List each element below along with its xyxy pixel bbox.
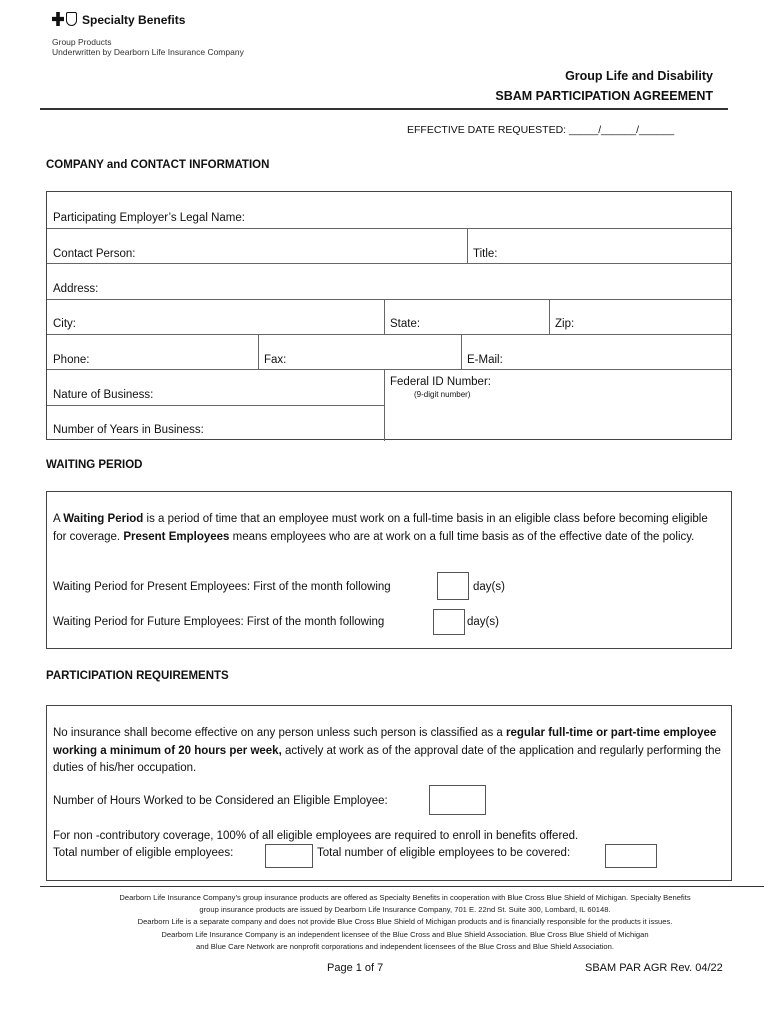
address-field[interactable]: Address: bbox=[53, 283, 99, 295]
total-eligible-input[interactable] bbox=[265, 844, 313, 868]
present-days-input[interactable] bbox=[437, 572, 469, 600]
footer-divider bbox=[40, 886, 764, 887]
disclaimer-line: Dearborn Life is a separate company and does not provide Blue Cross Blue Shield of Michigan products and is financially responsible for the products it issues. bbox=[137, 917, 673, 927]
hours-worked-input[interactable] bbox=[429, 785, 486, 815]
participation-rule: No insurance shall become effective on any person unless such person is classified as a regular full-time or part-time employee working a minimum of 20 hours per week, actively at work as of the approval date of the application and regularly performing the duties of his/her occupation. bbox=[53, 727, 721, 774]
total-covered-label: Total number of eligible employees to be covered: bbox=[317, 847, 571, 859]
cross-shield-icon bbox=[52, 12, 78, 28]
disclaimer-line: Dearborn Life Insurance Company’s group insurance products are offered as Specialty Benefits in cooperation with Blue Cross Blue Shield of Michigan. Specialty Benefits bbox=[119, 893, 691, 902]
underwriter-text: Underwritten by Dearborn Life Insurance Company bbox=[52, 47, 244, 57]
future-days-unit: day(s) bbox=[467, 616, 499, 628]
page-number: Page 1 of 7 bbox=[327, 962, 384, 974]
brand-name: Specialty Benefits bbox=[82, 13, 186, 27]
form-revision: SBAM PAR AGR Rev. 04/22 bbox=[585, 962, 723, 974]
participation-heading: PARTICIPATION REQUIREMENTS bbox=[46, 670, 229, 682]
underwriter-info bbox=[52, 37, 244, 57]
city-field[interactable]: City: bbox=[53, 318, 76, 330]
title-line-2: SBAM PARTICIPATION AGREEMENT bbox=[495, 89, 713, 103]
noncontributory-note: For non -contributory coverage, 100% of all eligible employees are required to enroll in benefits offered. bbox=[53, 830, 579, 842]
phone-field[interactable]: Phone: bbox=[53, 354, 90, 366]
disclaimer-line: Dearborn Life Insurance Company is an independent licensee of the Blue Cross and Blue Shield Association. Blue Cross Blue Shield of Michigan bbox=[161, 929, 649, 939]
brand-logo bbox=[52, 12, 185, 28]
waiting-period-box bbox=[46, 491, 732, 649]
disclaimer-line: group insurance products are issued by Dearborn Life Insurance Company, 701 E. 22nd St. Suite 300, Lombard, IL 60148. bbox=[199, 905, 611, 915]
title-line-1: Group Life and Disability bbox=[565, 69, 713, 83]
future-employees-label: Waiting Period for Future Employees: First of the month following bbox=[53, 616, 385, 628]
title-field[interactable]: Title: bbox=[473, 248, 498, 260]
waiting-period-heading: WAITING PERIOD bbox=[46, 459, 143, 471]
document-title bbox=[495, 66, 713, 106]
future-days-input[interactable] bbox=[433, 609, 465, 635]
present-employees-label: Waiting Period for Present Employees: First of the month following bbox=[53, 581, 391, 593]
fax-field[interactable]: Fax: bbox=[264, 354, 287, 366]
contact-person-field[interactable]: Contact Person: bbox=[53, 248, 136, 260]
state-field[interactable]: State: bbox=[390, 318, 421, 330]
title-divider bbox=[40, 108, 728, 110]
years-in-business-field[interactable]: Number of Years in Business: bbox=[53, 424, 204, 436]
footer-disclaimer bbox=[40, 892, 770, 953]
present-days-unit: day(s) bbox=[473, 581, 505, 593]
zip-field[interactable]: Zip: bbox=[555, 318, 575, 330]
company-section-heading: COMPANY and CONTACT INFORMATION bbox=[46, 159, 270, 171]
legal-name-field[interactable]: Participating Employer’s Legal Name: bbox=[53, 212, 245, 224]
effective-date-field[interactable]: EFFECTIVE DATE REQUESTED: _____/______/______ bbox=[407, 124, 675, 136]
total-eligible-label: Total number of eligible employees: bbox=[53, 847, 234, 859]
nature-of-business-field[interactable]: Nature of Business: bbox=[53, 389, 154, 401]
waiting-period-definition: A Waiting Period is a period of time that an employee must work on a full-time basis in an eligible class before becoming eligible for coverage. Present Employees means employees who are at work on a full time basis as of the effective date of the policy. bbox=[53, 513, 708, 543]
total-covered-input[interactable] bbox=[605, 844, 657, 868]
participation-box bbox=[46, 705, 732, 881]
company-info-table bbox=[46, 191, 732, 440]
group-products-text: Group Products bbox=[52, 37, 112, 47]
email-field[interactable]: E-Mail: bbox=[467, 354, 503, 366]
disclaimer-line: and Blue Care Network are nonprofit corporations and independent licensees of the Blue Cross and Blue Shield Association. bbox=[196, 941, 614, 951]
federal-id-note: (9-digit number) bbox=[414, 390, 471, 399]
federal-id-field[interactable]: Federal ID Number: bbox=[390, 376, 491, 388]
hours-worked-label: Number of Hours Worked to be Considered an Eligible Employee: bbox=[53, 795, 388, 807]
